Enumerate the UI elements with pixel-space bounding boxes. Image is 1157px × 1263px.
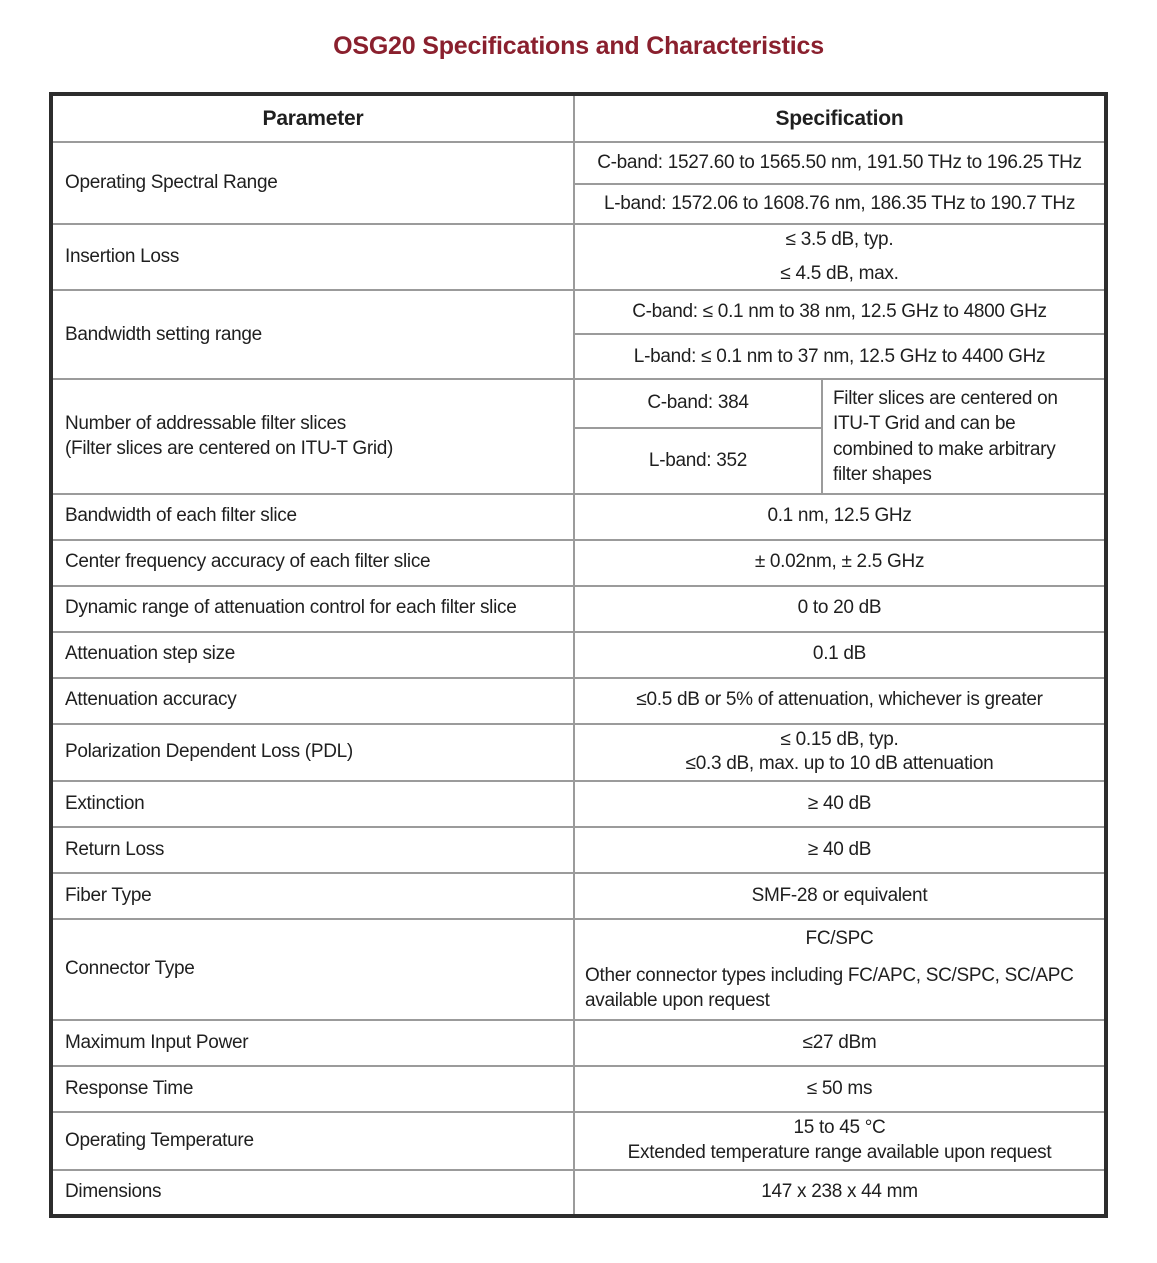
param-addressable-filter-slices-line2: (Filter slices are centered on ITU-T Grid) [64, 437, 394, 459]
col-header-parameter: Parameter [51, 94, 574, 142]
param-return-loss: Return Loss [51, 827, 574, 873]
table-row [51, 1112, 1106, 1169]
spec-connector-type-note: Other connector types including FC/APC, SC/SPC, SC/APC available upon request [584, 965, 1074, 1012]
param-operating-temperature: Operating Temperature [51, 1112, 574, 1169]
param-dimensions: Dimensions [51, 1170, 574, 1216]
spec-operating-temperature-range: 15 to 45 °C [793, 1117, 886, 1139]
param-pdl: Polarization Dependent Loss (PDL) [51, 724, 574, 781]
param-attenuation-accuracy: Attenuation accuracy [51, 678, 574, 724]
spec-maximum-input-power: ≤27 dBm [574, 1020, 1106, 1066]
spec-slices-c-band: C-band: 384 [574, 379, 822, 428]
param-insertion-loss: Insertion Loss [51, 224, 574, 290]
spec-osr-c-band: C-band: 1527.60 to 1565.50 nm, 191.50 THz to 196.25 THz [574, 142, 1106, 184]
spec-osr-l-band: L-band: 1572.06 to 1608.76 nm, 186.35 THz to 190.7 THz [574, 184, 1106, 224]
table-row [51, 1170, 1106, 1216]
spec-insertion-loss-max: ≤ 4.5 dB, max. [780, 262, 899, 284]
param-bandwidth-setting-range: Bandwidth setting range [51, 290, 574, 379]
table-row [51, 494, 1106, 540]
spec-pdl-typ: ≤ 0.15 dB, typ. [780, 728, 899, 750]
table-row [51, 873, 1106, 919]
spec-insertion-loss [574, 224, 1106, 290]
param-maximum-input-power: Maximum Input Power [51, 1020, 574, 1066]
spec-connector-type [574, 919, 1106, 1020]
spec-bsr-l-band: L-band: ≤ 0.1 nm to 37 nm, 12.5 GHz to 4400 GHz [574, 334, 1106, 379]
spec-fiber-type: SMF-28 or equivalent [574, 873, 1106, 919]
param-center-frequency-accuracy: Center frequency accuracy of each filter slice [51, 540, 574, 586]
table-row [51, 586, 1106, 632]
spec-table [49, 92, 1108, 1218]
spec-dimensions: 147 x 238 x 44 mm [574, 1170, 1106, 1216]
param-addressable-filter-slices-line1: Number of addressable filter slices [64, 412, 346, 434]
table-row [51, 540, 1106, 586]
param-connector-type: Connector Type [51, 919, 574, 1020]
param-fiber-type: Fiber Type [51, 873, 574, 919]
table-row [51, 724, 1106, 781]
header-row [51, 94, 1106, 142]
table-row [51, 142, 1106, 184]
spec-response-time: ≤ 50 ms [574, 1066, 1106, 1112]
table-row [51, 1020, 1106, 1066]
param-dynamic-range-attenuation: Dynamic range of attenuation control for each filter slice [51, 586, 574, 632]
param-response-time: Response Time [51, 1066, 574, 1112]
spec-operating-temperature [574, 1112, 1106, 1169]
table-row [51, 632, 1106, 678]
param-operating-spectral-range: Operating Spectral Range [51, 142, 574, 224]
table-row [51, 827, 1106, 873]
spec-slices-note: Filter slices are centered on ITU-T Grid and can be combined to make arbitrary filter shapes [822, 379, 1106, 493]
table-row [51, 379, 1106, 428]
param-attenuation-step-size: Attenuation step size [51, 632, 574, 678]
spec-bsr-c-band: C-band: ≤ 0.1 nm to 38 nm, 12.5 GHz to 4800 GHz [574, 290, 1106, 334]
spec-dynamic-range-attenuation: 0 to 20 dB [574, 586, 1106, 632]
param-extinction: Extinction [51, 781, 574, 827]
table-row [51, 919, 1106, 1020]
param-addressable-filter-slices [51, 379, 574, 493]
spec-bandwidth-each-slice: 0.1 nm, 12.5 GHz [574, 494, 1106, 540]
spec-center-frequency-accuracy: ± 0.02nm, ± 2.5 GHz [574, 540, 1106, 586]
spec-extinction: ≥ 40 dB [574, 781, 1106, 827]
spec-operating-temperature-note: Extended temperature range available upon request [627, 1141, 1052, 1163]
spec-pdl-max: ≤0.3 dB, max. up to 10 dB attenuation [685, 753, 994, 775]
page-title: OSG20 Specifications and Characteristics [333, 32, 824, 60]
table-row [51, 224, 1106, 290]
spec-pdl [574, 724, 1106, 781]
spec-attenuation-accuracy: ≤0.5 dB or 5% of attenuation, whichever is greater [574, 678, 1106, 724]
col-header-specification: Specification [574, 94, 1106, 142]
table-row [51, 290, 1106, 334]
spec-return-loss: ≥ 40 dB [574, 827, 1106, 873]
spec-attenuation-step-size: 0.1 dB [574, 632, 1106, 678]
table-row [51, 1066, 1106, 1112]
spec-connector-type-primary: FC/SPC [805, 928, 874, 950]
table-row [51, 678, 1106, 724]
param-bandwidth-each-slice: Bandwidth of each filter slice [51, 494, 574, 540]
spec-slices-l-band: L-band: 352 [574, 428, 822, 494]
spec-insertion-loss-typ: ≤ 3.5 dB, typ. [785, 229, 894, 250]
table-row [51, 781, 1106, 827]
